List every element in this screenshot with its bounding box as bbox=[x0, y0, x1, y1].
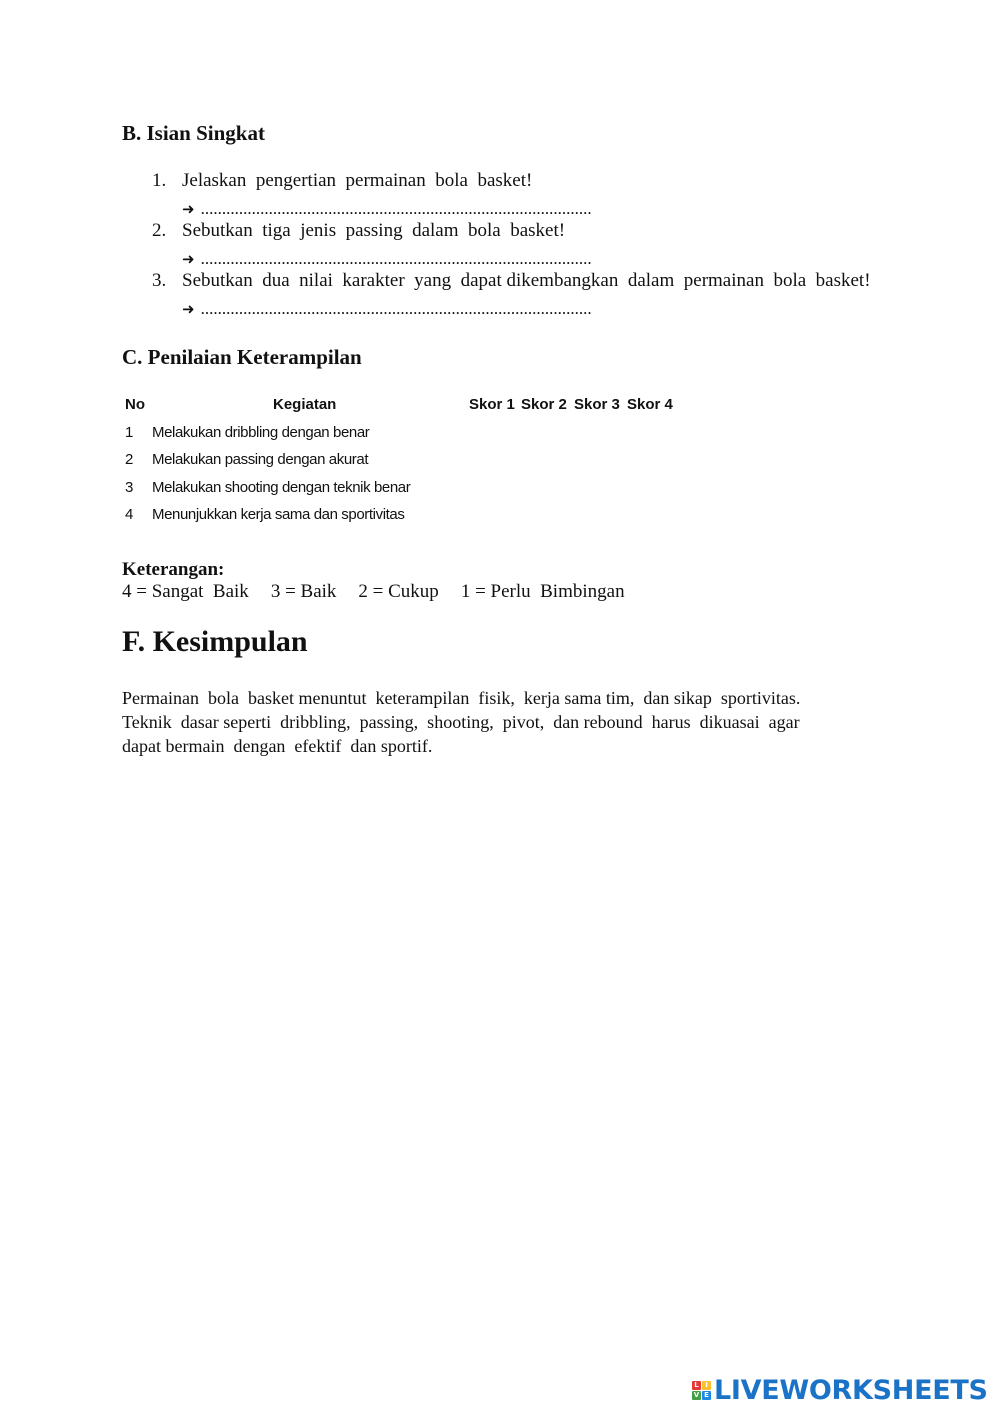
keterangan-label: Keterangan: bbox=[122, 559, 225, 580]
logo-tile: I bbox=[702, 1381, 711, 1390]
conclusion-paragraph bbox=[122, 686, 852, 758]
question-1 bbox=[152, 170, 532, 192]
arrow-right-icon: ➜ bbox=[182, 300, 195, 318]
legend-item: 3 = Baik bbox=[270, 581, 337, 602]
answer-line-2[interactable] bbox=[182, 249, 592, 269]
arrow-right-icon: ➜ bbox=[182, 250, 195, 268]
question-text: Sebutkan dua nilai karakter yang dapat dikembangkan dalam permainan bola basket! bbox=[182, 270, 871, 291]
row-kegiatan: Melakukan shooting dengan teknik benar bbox=[152, 478, 411, 496]
question-number: 1. bbox=[152, 170, 167, 191]
header-kegiatan: Kegiatan bbox=[273, 396, 337, 413]
question-number: 2. bbox=[152, 220, 167, 241]
row-no: 1 bbox=[125, 423, 134, 441]
row-no: 2 bbox=[125, 451, 134, 468]
conclusion-line: Teknik dasar seperti dribbling, passing, shooting, pivot, dan rebound harus dikuasai agar bbox=[122, 712, 800, 732]
legend-item: 2 = Cukup bbox=[358, 581, 439, 602]
conclusion-line: dapat bermain dengan efektif dan sportif. bbox=[122, 736, 433, 756]
answer-blank[interactable]: ............................................................................................ bbox=[200, 199, 592, 218]
row-kegiatan: Melakukan passing dengan akurat bbox=[152, 451, 369, 468]
answer-line-1[interactable] bbox=[182, 199, 592, 219]
logo-tile: L bbox=[692, 1381, 701, 1390]
header-skor-1: Skor 1 bbox=[469, 396, 515, 413]
conclusion-line: Permainan bola basket menuntut keterampilan fisik, kerja sama tim, dan sikap sportivitas. bbox=[122, 688, 801, 708]
row-no: 3 bbox=[125, 478, 134, 496]
answer-blank[interactable]: ............................................................................................ bbox=[200, 249, 592, 268]
header-skor-2: Skor 2 bbox=[521, 396, 567, 413]
question-number: 3. bbox=[152, 270, 167, 291]
section-b-title: B. Isian Singkat bbox=[122, 121, 265, 145]
logo-text: LIVEWORKSHEETS bbox=[714, 1375, 988, 1406]
liveworksheets-logo[interactable] bbox=[692, 1375, 988, 1406]
liveworksheets-logo-icon bbox=[692, 1381, 711, 1400]
row-kegiatan: Menunjukkan kerja sama dan sportivitas bbox=[152, 506, 405, 523]
header-skor-4: Skor 4 bbox=[627, 396, 673, 413]
question-3 bbox=[152, 270, 871, 292]
answer-blank[interactable]: ............................................................................................ bbox=[200, 299, 592, 318]
legend-item: 1 = Perlu Bimbingan bbox=[460, 581, 625, 602]
logo-tile: V bbox=[693, 1391, 700, 1399]
question-text: Sebutkan tiga jenis passing dalam bola basket! bbox=[182, 220, 566, 241]
row-no: 4 bbox=[125, 506, 134, 523]
arrow-right-icon: ➜ bbox=[182, 200, 195, 218]
keterangan-legend bbox=[122, 581, 647, 603]
header-skor-3: Skor 3 bbox=[574, 396, 620, 413]
logo-tile: E bbox=[702, 1391, 711, 1400]
header-no: No bbox=[125, 396, 145, 413]
row-kegiatan: Melakukan dribbling dengan benar bbox=[152, 423, 370, 441]
answer-line-3[interactable] bbox=[182, 299, 592, 319]
question-2 bbox=[152, 220, 565, 242]
legend-item: 4 = Sangat Baik bbox=[122, 581, 249, 602]
section-c-title: C. Penilaian Keterampilan bbox=[122, 345, 362, 369]
section-f-title: F. Kesimpulan bbox=[122, 625, 308, 658]
question-text: Jelaskan pengertian permainan bola basket! bbox=[182, 170, 533, 191]
